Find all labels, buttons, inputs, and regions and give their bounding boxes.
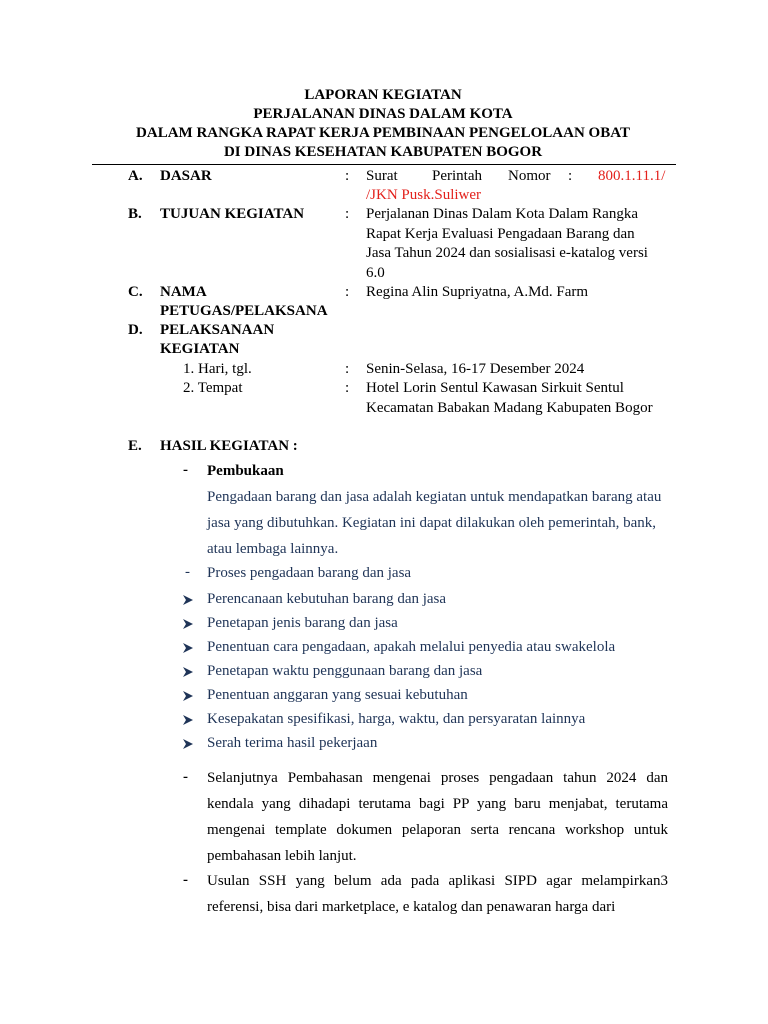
section-c-label-line2: PETUGAS/PELAKSANA: [160, 303, 328, 319]
section-e-letter: E.: [128, 438, 142, 454]
tempat-colon: :: [345, 380, 350, 396]
bullet-item: Penetapan jenis barang dan jasa: [207, 615, 398, 631]
dasar-letter-number-line2: /JKN Pusk.Suliwer: [366, 187, 482, 203]
section-c-letter: C.: [128, 284, 143, 300]
dasar-word-nomor: Nomor: [508, 168, 551, 184]
bullet-item: Penentuan anggaran yang sesuai kebutuhan: [207, 687, 468, 703]
arrowhead-bullet-icon: [182, 665, 196, 679]
proses-title: Proses pengadaan barang dan jasa: [207, 565, 412, 581]
title-line-4: DI DINAS KESEHATAN KABUPATEN BOGOR: [223, 144, 543, 160]
bullet-item: Serah terima hasil pekerjaan: [207, 735, 378, 751]
section-d-letter: D.: [128, 322, 143, 338]
dasar-letter-number: 800.1.11.1/: [598, 168, 666, 184]
arrowhead-bullet-icon: [182, 593, 196, 607]
section-d-label-line2: KEGIATAN: [160, 341, 240, 357]
section-b-label: TUJUAN KEGIATAN: [160, 206, 305, 222]
pembukaan-title: Pembukaan: [207, 463, 284, 479]
section-a-label: DASAR: [160, 168, 212, 184]
arrowhead-bullet-icon: [182, 641, 196, 655]
hari-tgl-colon: :: [345, 361, 350, 377]
hari-tgl-label: 1. Hari, tgl.: [183, 361, 252, 377]
hari-tgl-value: Senin-Selasa, 16-17 Desember 2024: [366, 361, 585, 377]
section-a-colon: :: [345, 168, 350, 184]
report-title: [90, 86, 676, 162]
title-line-2: PERJALANAN DINAS DALAM KOTA: [253, 106, 513, 122]
dash-bullet: -: [183, 872, 188, 888]
section-a-letter: A.: [128, 168, 143, 184]
section-b-colon: :: [345, 206, 350, 222]
section-e-label: HASIL KEGIATAN :: [160, 438, 298, 454]
bullet-item: Perencanaan kebutuhan barang dan jasa: [207, 591, 447, 607]
arrowhead-bullet-icon: [182, 617, 196, 631]
tempat-value: Hotel Lorin Sentul Kawasan Sirkuit Sentul Kecamatan Babakan Madang Kabupaten Bogor: [366, 380, 653, 416]
dasar-word-perintah: Perintah: [432, 168, 482, 184]
section-c-colon: :: [345, 284, 350, 300]
pembahasan-paragraph: Selanjutnya Pembahasan mengenai proses pengadaan tahun 2024 dan kendala yang dihadapi terutama bagi PP yang baru menjabat, terutama mengenai template dokumen pelaporan serta rencana workshop untuk pembahasan lebih lanjut.: [207, 770, 668, 864]
bullet-item: Penentuan cara pengadaan, apakah melalui penyedia atau swakelola: [207, 639, 616, 655]
dash-bullet: -: [183, 462, 188, 478]
tempat-label: 2. Tempat: [183, 380, 243, 396]
title-line-1: LAPORAN KEGIATAN: [304, 87, 462, 103]
pembukaan-text: Pengadaan barang dan jasa adalah kegiatan untuk mendapatkan barang atau jasa yang dibutuhkan. Kegiatan ini dapat dilakukan oleh pemerintah, bank, atau lembaga lainnya.: [207, 489, 662, 557]
section-c-label-line1: NAMA: [160, 284, 207, 300]
bullet-item: Penetapan waktu penggunaan barang dan jasa: [207, 663, 483, 679]
tujuan-kegiatan-value: Perjalanan Dinas Dalam Kota Dalam Rangka Rapat Kerja Evaluasi Pengadaan Barang dan Jasa Tahun 2024 dan sosialisasi e-katalog versi 6.0: [366, 206, 648, 281]
dasar-value-colon: :: [568, 168, 573, 184]
dasar-word-surat: Surat: [366, 168, 398, 184]
dash-bullet: -: [185, 564, 190, 580]
section-d-label-line1: PELAKSANAAN: [160, 322, 275, 338]
dash-bullet: -: [183, 769, 188, 785]
petugas-name: Regina Alin Supriyatna, A.Md. Farm: [366, 284, 589, 300]
arrowhead-bullet-icon: [182, 689, 196, 703]
section-b-letter: B.: [128, 206, 142, 222]
bullet-item: Kesepakatan spesifikasi, harga, waktu, dan persyaratan lainnya: [207, 711, 586, 727]
arrowhead-bullet-icon: [182, 737, 196, 751]
usulan-ssh-paragraph: Usulan SSH yang belum ada pada aplikasi SIPD agar melampirkan3 referensi, bisa dari marketplace, e katalog dan penawaran harga dari: [207, 873, 668, 915]
arrowhead-bullet-icon: [182, 713, 196, 727]
title-divider: [92, 164, 676, 165]
title-line-3: DALAM RANGKA RAPAT KERJA PEMBINAAN PENGELOLAAN OBAT: [136, 125, 630, 141]
